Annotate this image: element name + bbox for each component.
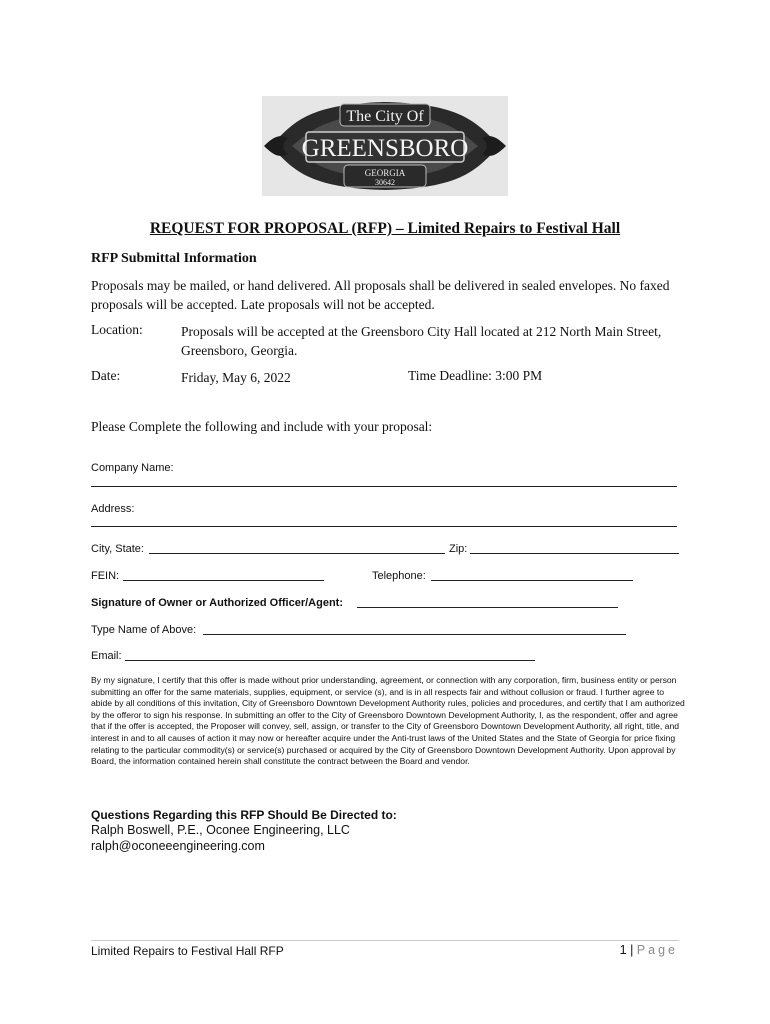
city-state-label: City, State: bbox=[91, 543, 144, 555]
location-label: Location: bbox=[91, 322, 143, 337]
page-separator: | bbox=[630, 943, 634, 957]
contact-email-link[interactable]: ralph@oconeeengineering.com bbox=[91, 839, 265, 853]
time-deadline: Time Deadline: 3:00 PM bbox=[408, 368, 543, 383]
page-number: 1 bbox=[619, 943, 627, 957]
footer-divider bbox=[91, 940, 679, 941]
fein-field[interactable] bbox=[123, 580, 324, 581]
city-of-greensboro-logo bbox=[262, 96, 508, 196]
email-label: Email: bbox=[91, 650, 122, 662]
signature-field[interactable] bbox=[357, 607, 618, 608]
logo-line-1: The City Of bbox=[346, 108, 424, 125]
zip-field[interactable] bbox=[470, 553, 679, 554]
logo-line-3: GEORGIA bbox=[364, 168, 406, 178]
date-label: Date: bbox=[91, 368, 121, 383]
type-name-label: Type Name of Above: bbox=[91, 624, 197, 636]
zip-label: Zip: bbox=[449, 543, 468, 555]
contact-name: Ralph Boswell, P.E., Oconee Engineering, LLC bbox=[91, 823, 350, 837]
footer-page-number bbox=[620, 943, 678, 957]
telephone-field[interactable] bbox=[431, 580, 633, 581]
date-value: Friday, May 6, 2022 bbox=[181, 370, 291, 385]
intro-paragraph: Proposals may be mailed, or hand delivered. All proposals shall be delivered in sealed envelopes. No faxed proposals will be accepted. Late proposals will not be accepted. bbox=[91, 278, 670, 312]
telephone-label: Telephone: bbox=[372, 570, 426, 582]
email-field[interactable] bbox=[125, 660, 535, 661]
page-title: REQUEST FOR PROPOSAL (RFP) – Limited Repairs to Festival Hall bbox=[149, 220, 621, 237]
logo-line-2: GREENSBORO bbox=[301, 135, 469, 162]
type-name-field[interactable] bbox=[203, 634, 626, 635]
submittal-heading: RFP Submittal Information bbox=[91, 251, 257, 266]
complete-instruction: Please Complete the following and include with your proposal: bbox=[91, 419, 433, 434]
certification-paragraph: By my signature, I certify that this offer is made without prior understanding, agreement, or connection with any corporation, firm, business entity or person submitting an offer for the same materials, supplies, equipment, or service (s), and is in all respects fair and without collusion or fraud. I further agree to abide by all conditions of this invitation, City of Greensboro Downtown Development Authority rules, policies and procedures, and certify that I am authorized by the offeror to sign his response. In submitting an offer to the City of Greensboro Downtown Development Authority, I, as the respondent, offer and agree that if the offer is accepted, the Proposer will convey, sell, assign, or transfer to the City of Greensboro Downtown Development Authority, all right, title, and interest in and to all causes of action it may now or hereafter acquire under the Anti-trust laws of the United States and the State of Georgia for price fixing relating to the particular commodity(s) or service(s) purchased or acquired by the City of Greensboro Downtown Development Authority. Upon approval by Board, the information contained herein shall constitute the contract between the Board and vendor. bbox=[91, 675, 685, 767]
questions-heading: Questions Regarding this RFP Should Be Directed to: bbox=[91, 808, 397, 822]
logo-line-4: 30642 bbox=[375, 178, 395, 187]
company-name-label: Company Name: bbox=[91, 462, 174, 474]
city-state-field[interactable] bbox=[149, 553, 445, 554]
address-label: Address: bbox=[91, 503, 135, 515]
footer-title: Limited Repairs to Festival Hall RFP bbox=[91, 944, 284, 958]
fein-label: FEIN: bbox=[91, 570, 120, 582]
page-word: Page bbox=[636, 943, 678, 957]
address-field[interactable] bbox=[91, 526, 677, 527]
location-text: Proposals will be accepted at the Greensboro City Hall located at 212 North Main Street, Greensboro, Georgia. bbox=[181, 324, 662, 358]
company-name-field[interactable] bbox=[91, 486, 677, 487]
signature-label: Signature of Owner or Authorized Officer/Agent: bbox=[91, 597, 343, 609]
